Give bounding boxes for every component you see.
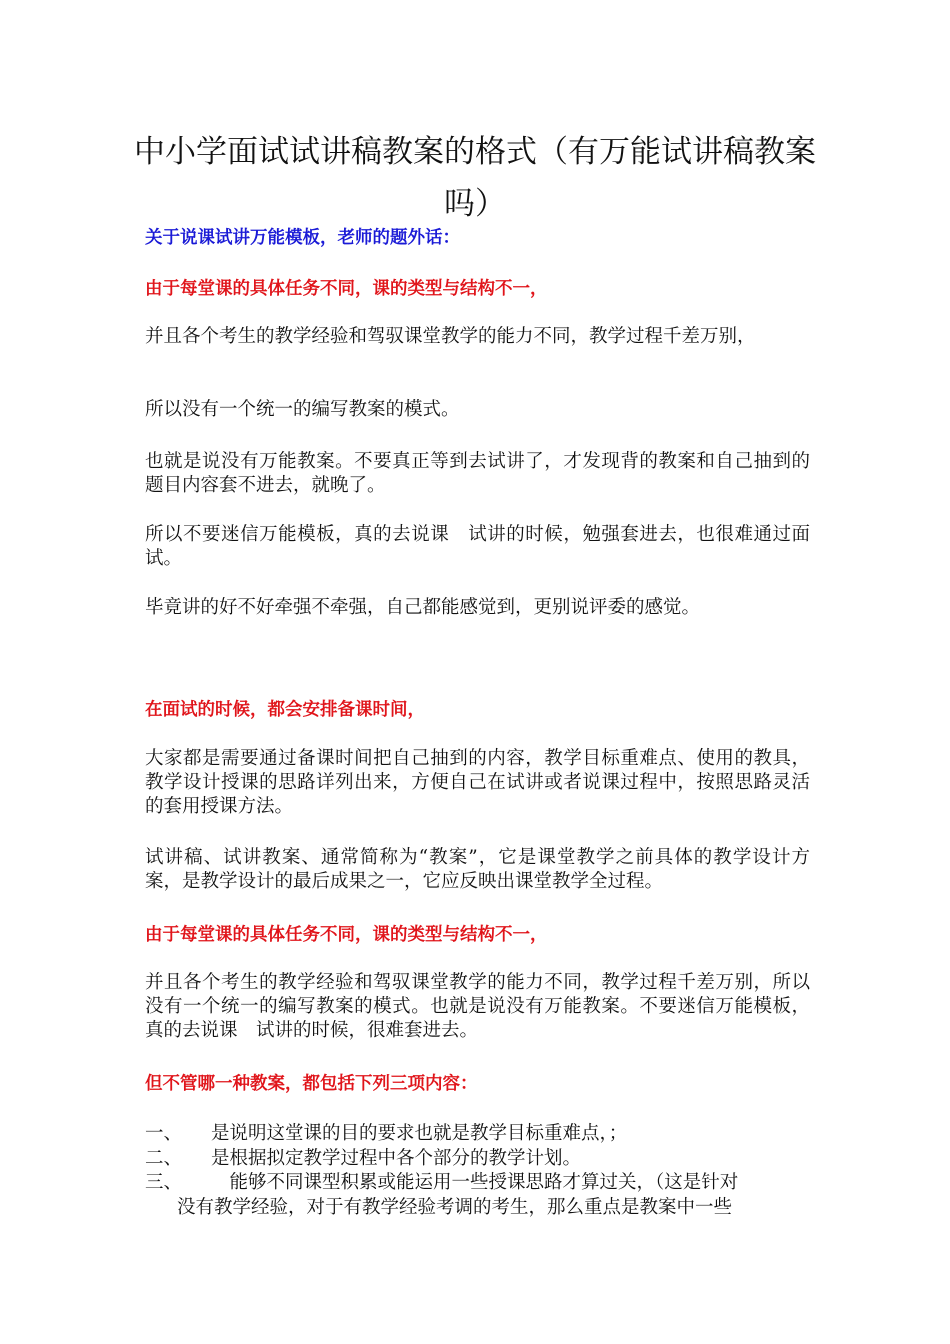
intro-heading: 关于说课试讲万能模板，老师的题外话： bbox=[145, 228, 460, 248]
section1-heading: 由于每堂课的具体任务不同，课的类型与结构不一， bbox=[145, 279, 548, 299]
page-title: 中小学面试试讲稿教案的格式（有万能试讲稿教案吗） bbox=[134, 134, 816, 222]
list-item-number: 一、 bbox=[145, 1123, 183, 1144]
list-item-number: 三、 bbox=[145, 1172, 183, 1193]
section1-paragraph: 所以没有一个统一的编写教案的模式。 bbox=[145, 399, 460, 420]
list-item-continuation: 没有教学经验，对于有教学经验考调的考生，那么重点是教案中一些 bbox=[177, 1197, 733, 1218]
list-item-text: 是说明这堂课的目的要求也就是教学目标重难点，； bbox=[211, 1123, 628, 1144]
list-item-text: 能够不同课型积累或能运用一些授课思路才算过关，（这是针对 bbox=[211, 1172, 739, 1193]
list-item bbox=[145, 1171, 810, 1195]
list-item-number: 二、 bbox=[145, 1148, 183, 1169]
list-item bbox=[145, 1122, 810, 1146]
section4-heading: 但不管哪一种教案，都包括下列三项内容： bbox=[145, 1074, 478, 1094]
section2-paragraph: 大家都是需要通过备课时间把自己抽到的内容，教学目标重难点、使用的教具，教学设计授课的思路详列出来，方便自己在试讲或者说课过程中，按照思路灵活的套用授课方法。 bbox=[145, 748, 810, 817]
section3-heading: 由于每堂课的具体任务不同，课的类型与结构不一， bbox=[145, 925, 548, 945]
list-item bbox=[145, 1147, 810, 1171]
section2-paragraph: 试讲稿、试讲教案、通常简称为“教案”，它是课堂教学之前具体的教学设计方案，是教学设计的最后成果之一，它应反映出课堂教学全过程。 bbox=[145, 847, 810, 892]
section1-paragraph: 毕竟讲的好不好牵强不牵强，自己都能感觉到，更别说评委的感觉。 bbox=[145, 597, 701, 618]
list-item-text: 是根据拟定教学过程中各个部分的教学计划。 bbox=[211, 1148, 582, 1169]
section1-paragraph: 也就是说没有万能教案。不要真正等到去试讲了，才发现背的教案和自己抽到的题目内容套不进去，就晚了。 bbox=[145, 451, 810, 496]
section3-paragraph: 并且各个考生的教学经验和驾驭课堂教学的能力不同，教学过程千差万别，所以没有一个统一的编写教案的模式。也就是说没有万能教案。不要迷信万能模板，真的去说课 试讲的时候，很难套进去。 bbox=[145, 972, 810, 1041]
section2-heading: 在面试的时候，都会安排备课时间， bbox=[145, 700, 425, 720]
section1-paragraph: 所以不要迷信万能模板，真的去说课 试讲的时候，勉强套进去，也很难通过面试。 bbox=[145, 524, 810, 569]
section1-paragraph: 并且各个考生的教学经验和驾驭课堂教学的能力不同，教学过程千差万别， bbox=[145, 326, 756, 347]
